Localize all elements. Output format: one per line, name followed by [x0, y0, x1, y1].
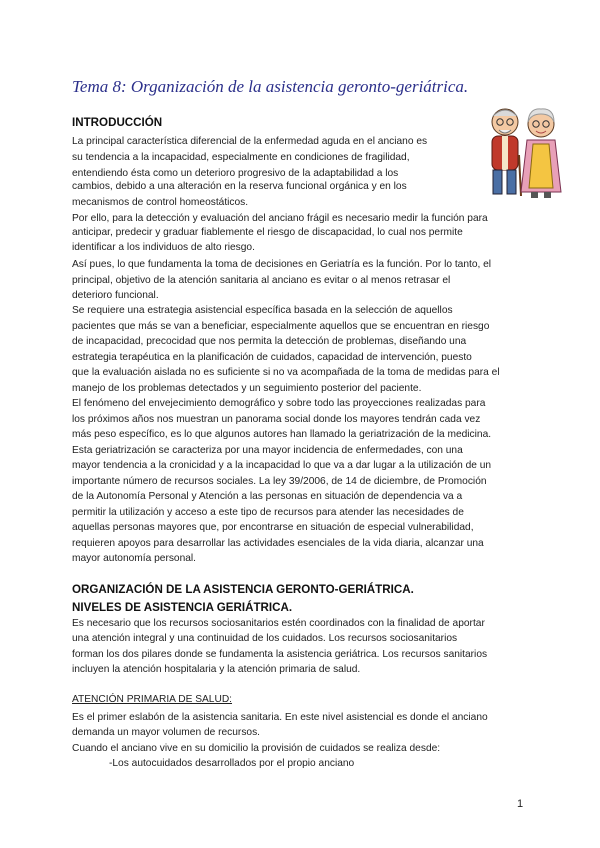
document-title: Tema 8: Organización de la asistencia geronto-geriátrica. [72, 77, 469, 96]
text-line: permitir la utilización y acceso a este tipo de recursos para atender las necesidades de [72, 507, 464, 518]
text-line: que la evaluación aislada no es suficiente si no va acompañada de la toma de medidas para el [72, 367, 500, 378]
subheading-atencion-primaria: ATENCIÓN PRIMARIA DE SALUD: [72, 694, 233, 705]
text-line: una atención integral y una continuidad de los cuidados. Los recursos sociosanitarios [72, 633, 458, 644]
text-line: cambios, debido a una alteración en la reserva funcional orgánica y en los [72, 181, 407, 192]
text-line: Es necesario que los recursos sociosanitarios estén coordinados con la finalidad de aportar [72, 618, 485, 629]
text-line: más peso específico, es lo que algunos autores han llamado la geriatrización de la medicina. [72, 429, 492, 440]
text-line: su tendencia a la incapacidad, especialmente en condiciones de fragilidad, [72, 152, 410, 163]
page-number: 1 [517, 798, 524, 810]
heading-niveles: NIVELES DE ASISTENCIA GERIÁTRICA. [72, 601, 293, 614]
text-line: pacientes que más se van a beneficiar, especialmente aquellos que se encuentran en riesgo [72, 321, 490, 332]
text-line: estrategia terapéutica en la planificación de cuidados, capacidad de intervención, puesto [72, 352, 472, 363]
text-line: Esta geriatrización se caracteriza por una mayor incidencia de enfermedades, con una [72, 445, 463, 456]
text-line: los próximos años nos muestran un panorama social donde los mayores tendrán cada vez [72, 414, 481, 425]
text-line: forman los dos pilares donde se fundamenta la asistencia geriátrica. Los recursos sanitarios [72, 649, 488, 660]
text-line: Así pues, lo que fundamenta la toma de decisiones en Geriatría es la función. Por lo tanto, el [72, 259, 492, 270]
text-line: requieren apoyos para desarrollar las actividades esenciales de la vida diaria, alcanzar una [72, 538, 484, 549]
text-line: de incapacidad, precocidad que nos permita la detección de problemas, diseñando una [72, 336, 467, 347]
text-line: de la Autonomía Personal y Atención a las personas en situación de dependencia va a [72, 491, 463, 502]
text-line: principal, objetivo de la atención sanitaria al anciano es evitar o al menos retrasar el [72, 275, 451, 286]
heading-organizacion: ORGANIZACIÓN DE LA ASISTENCIA GERONTO-GERIÁTRICA. [72, 583, 414, 596]
elderly-couple-illustration [483, 100, 565, 200]
text-line: mecanismos de control homeostáticos. [72, 197, 249, 208]
heading-introduccion: INTRODUCCIÓN [72, 116, 163, 129]
text-line: entendiendo ésta como un deterioro progresivo de la adaptabilidad a los [72, 168, 399, 179]
text-line: anticipar, predecir y graduar fiablemente el riesgo de discapacidad, lo cual nos permite [72, 227, 463, 238]
text-line: Por ello, para la detección y evaluación del anciano frágil es necesario medir la función para [72, 213, 488, 224]
text-line: incluyen la atención hospitalaria y la atención primaria de salud. [72, 664, 361, 675]
text-line: importante número de recursos sociales. La ley 39/2006, de 14 de diciembre, de Promoción [72, 476, 487, 487]
text-line: Se requiere una estrategia asistencial específica basada en la selección de aquellos [72, 305, 453, 316]
text-line: identificar a los individuos de alto riesgo. [72, 242, 255, 253]
text-line: demanda un mayor volumen de recursos. [72, 727, 261, 738]
text-line: mayor autonomía personal. [72, 553, 197, 564]
text-line: La principal característica diferencial de la enfermedad aguda en el anciano es [72, 136, 428, 147]
text-line: deterioro funcional. [72, 290, 159, 301]
text-line: mayor tendencia a la cronicidad y a la incapacidad lo que va a dar lugar a la utilización de un [72, 460, 492, 471]
text-line: Cuando el anciano vive en su domicilio la provisión de cuidados se realiza desde: [72, 743, 441, 754]
text-line: manejo de los problemas detectados y un seguimiento posterior del paciente. [72, 383, 422, 394]
text-line: Es el primer eslabón de la asistencia sanitaria. En este nivel asistencial es donde el anciano [72, 712, 488, 723]
text-line: El fenómeno del envejecimiento demográfico y sobre todo las proyecciones realizadas para [72, 398, 486, 409]
text-line: aquellas personas mayores que, por encontrarse en situación de especial vulnerabilidad, [72, 522, 474, 533]
text-line: -Los autocuidados desarrollados por el propio anciano [109, 758, 355, 769]
